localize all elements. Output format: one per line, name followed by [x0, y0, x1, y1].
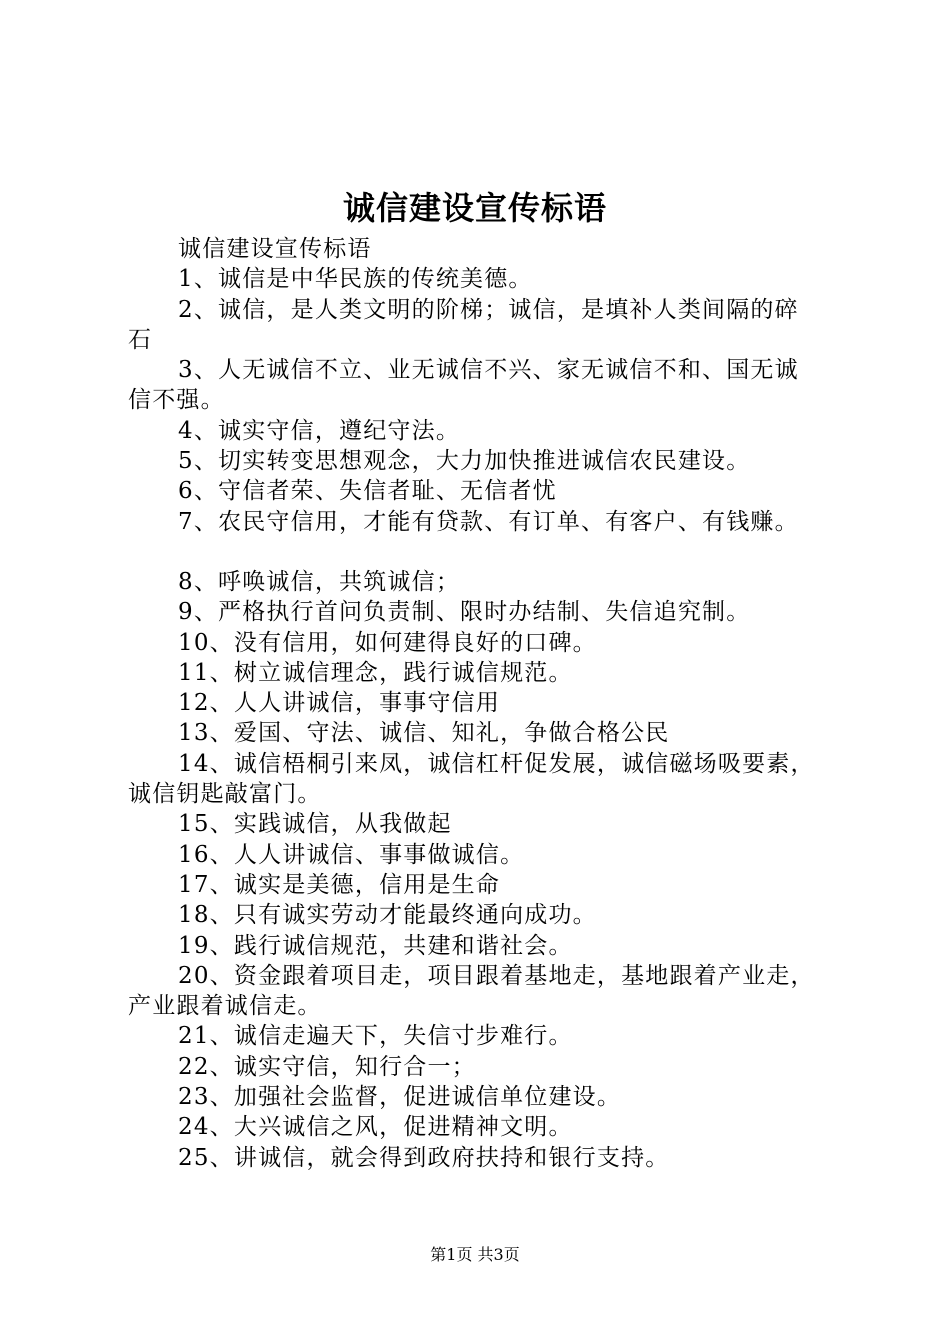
slogan-2: 2、诚信，是人类文明的阶梯；诚信，是填补人类间隔的碎	[178, 296, 799, 323]
slogan-23: 23、加强社会监督，促进诚信单位建设。	[178, 1084, 622, 1111]
slogan-13: 13、爱国、守法、诚信、知礼，争做合格公民	[178, 720, 670, 747]
slogan-14-continuation: 诚信钥匙敲富门。	[128, 781, 322, 808]
document-body	[128, 234, 830, 1173]
slogan-17: 17、诚实是美德，信用是生命	[178, 871, 501, 898]
slogan-20-continuation: 产业跟着诚信走。	[128, 993, 322, 1020]
document-title: 诚信建设宣传标语	[342, 189, 607, 227]
blank-line	[128, 537, 830, 567]
slogan-18: 18、只有诚实劳动才能最终通向成功。	[178, 902, 597, 929]
slogan-12: 12、人人讲诚信，事事守信用	[178, 690, 501, 717]
slogan-3-continuation: 信不强。	[128, 387, 225, 414]
slogan-21: 21、诚信走遍天下，失信寸步难行。	[178, 1023, 573, 1050]
slogan-7: 7、农民守信用，才能有贷款、有订单、有客户、有钱赚。	[178, 508, 799, 535]
page-footer: 第1页 共3页	[430, 1245, 520, 1264]
slogan-20: 20、资金跟着项目走，项目跟着基地走，基地跟着产业走，	[178, 962, 815, 989]
slogan-4: 4、诚实守信，遵纪守法。	[178, 417, 461, 444]
slogan-10: 10、没有信用，如何建得良好的口碑。	[178, 629, 597, 656]
slogan-14: 14、诚信梧桐引来凤，诚信杠杆促发展，诚信磁场吸要素，	[178, 750, 815, 777]
slogan-24: 24、大兴诚信之风，促进精神文明。	[178, 1114, 573, 1141]
slogan-5: 5、切实转变思想观念，大力加快推进诚信农民建设。	[178, 448, 751, 475]
slogan-3: 3、人无诚信不立、业无诚信不兴、家无诚信不和、国无诚	[178, 357, 799, 384]
slogan-19: 19、践行诚信规范，共建和谐社会。	[178, 932, 573, 959]
slogan-1: 1、诚信是中华民族的传统美德。	[178, 266, 533, 293]
slogan-2-continuation: 石	[128, 326, 153, 353]
slogan-15: 15、实践诚信，从我做起	[178, 811, 452, 838]
slogan-22: 22、诚实守信，知行合一；	[178, 1053, 476, 1080]
slogan-11: 11、树立诚信理念，践行诚信规范。	[178, 659, 573, 686]
slogan-25: 25、讲诚信，就会得到政府扶持和银行支持。	[178, 1144, 670, 1171]
document-subtitle: 诚信建设宣传标语	[178, 236, 372, 262]
slogan-6: 6、守信者荣、失信者耻、无信者忧	[178, 478, 557, 505]
slogan-9: 9、严格执行首问负责制、限时办结制、失信追究制。	[178, 599, 751, 626]
slogan-16: 16、人人讲诚信、事事做诚信。	[178, 841, 525, 868]
slogan-8: 8、呼唤诚信，共筑诚信；	[178, 568, 461, 595]
